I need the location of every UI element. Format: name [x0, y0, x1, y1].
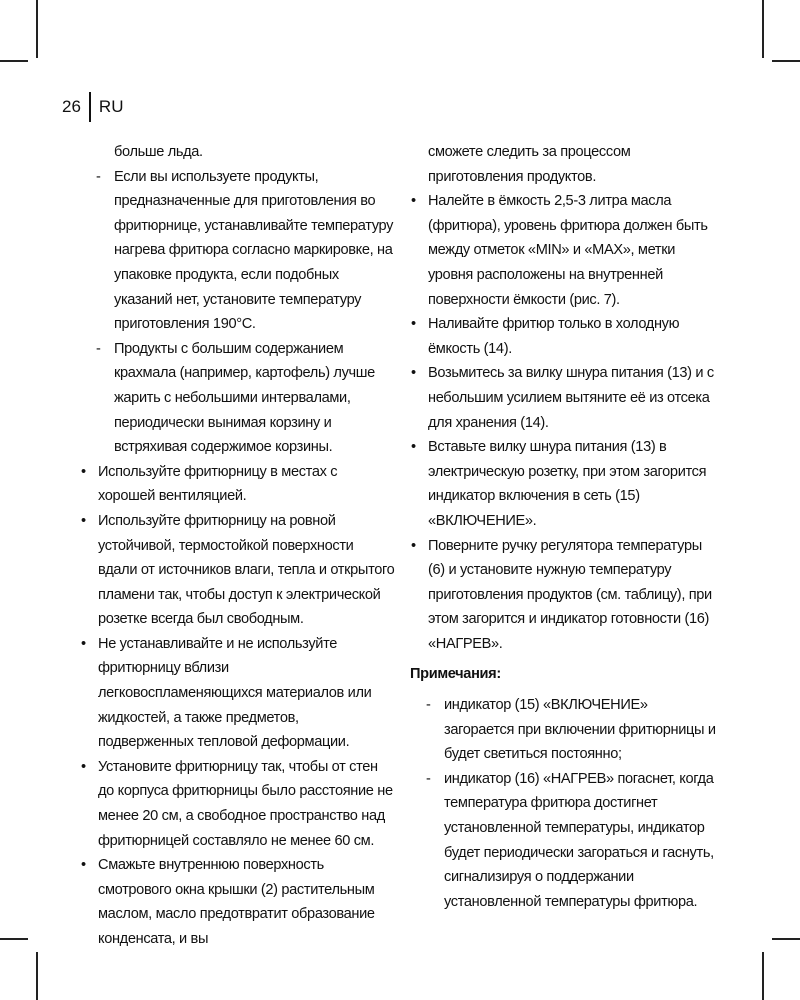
bullet-item: [78, 509, 396, 632]
continued-text: больше льда.: [114, 144, 203, 160]
item-text: Используйте фритюрницу в местах с хорошей вентиляцией.: [98, 463, 338, 505]
bullet-item: [408, 361, 720, 435]
item-text: индикатор (16) «НАГРЕВ» погаснет, когда температура фритюра достигнет установленной температуры, индикатор будет периодически загораться и гаснуть, сигнализируя о поддержании установленной температуры фритюра.: [444, 770, 714, 910]
bullet-marker: •: [81, 857, 86, 874]
crop-mark: [36, 952, 38, 1000]
bullet-marker: •: [81, 635, 86, 652]
item-text: Смажьте внутреннюю поверхность смотрового окна крышки (2) растительным маслом, масло предотвратит образование конденсата, и вы: [98, 857, 375, 947]
dash-item: [78, 337, 396, 460]
item-text: Вставьте вилку шнура питания (13) в электрическую розетку, при этом загорится индикатор включения в сеть (15) «ВКЛЮЧЕНИЕ».: [428, 439, 707, 529]
item-text: Налейте в ёмкость 2,5-3 литра масла (фритюра), уровень фритюра должен быть между отметок «MIN» и «MAX», метки уровня расположены на внутренней поверхности ёмкости (рис. 7).: [428, 193, 708, 308]
bullet-item: [78, 853, 396, 951]
bullet-item: [408, 312, 720, 361]
crop-mark: [0, 60, 28, 62]
dash-marker: -: [426, 770, 431, 787]
bullet-marker: •: [411, 537, 416, 554]
page-number: 26: [62, 97, 81, 116]
bullet-item: [408, 435, 720, 533]
dash-marker: -: [96, 340, 101, 357]
item-text: Поверните ручку регулятора температуры (6) и установите нужную температуру приготовления продуктов (см. таблицу), при этом загорится и индикатор готовности (16) «НАГРЕВ».: [428, 537, 712, 652]
dash-marker: -: [426, 697, 431, 714]
bullet-item: [78, 460, 396, 509]
item-text: Наливайте фритюр только в холодную ёмкость (14).: [428, 316, 680, 357]
crop-mark: [36, 0, 38, 58]
bullet-item: [408, 189, 720, 312]
left-column: [78, 140, 396, 952]
bullet-item: [78, 632, 396, 755]
dash-marker: -: [96, 168, 101, 185]
crop-mark: [762, 952, 764, 1000]
item-text: индикатор (15) «ВКЛЮЧЕНИЕ» загорается при включении фритюрницы и будет светиться постоянно;: [444, 697, 716, 763]
bullet-marker: •: [411, 316, 416, 333]
bullet-marker: •: [411, 439, 416, 456]
header-divider: [89, 92, 91, 122]
bullet-item: [78, 755, 396, 853]
page-header: [62, 92, 123, 122]
item-text: Используйте фритюрницу на ровной устойчивой, термостойкой поверхности вдали от источников влаги, тепла и открытого пламени так, чтобы доступ к электрической розетке всегда был свободным.: [98, 512, 395, 628]
crop-mark: [772, 60, 800, 62]
item-text: Не устанавливайте и не используйте фритюрницу вблизи легковоспламеняющихся материалов или жидкостей, а также предметов, подверженных тепловой деформации.: [98, 635, 372, 751]
item-text: Если вы используете продукты, предназначенные для приготовления во фритюрнице, устанавливайте температуру нагрева фритюра согласно маркировке, на упаковке продукта, если подобных указаний нет, установите температуру приготовления 190°С.: [114, 168, 394, 333]
notes-heading: Примечания:: [410, 666, 501, 683]
bullet-marker: •: [411, 365, 416, 382]
dash-item: [408, 767, 720, 915]
continued-text: сможете следить за процессом приготовления продуктов.: [428, 144, 631, 185]
bullet-item: [408, 534, 720, 657]
item-text: Возьмитесь за вилку шнура питания (13) и с небольшим усилием вытяните её из отсека для хранения (14).: [428, 365, 714, 431]
item-text: Установите фритюрницу так, чтобы от стен до корпуса фритюрницы было расстояние не менее 20 см, а свободное пространство над фритюрницей составляло не менее 60 см.: [98, 758, 393, 849]
bullet-marker: •: [81, 512, 86, 529]
bullet-marker: •: [411, 193, 416, 210]
crop-mark: [762, 0, 764, 58]
dash-item: [408, 693, 720, 767]
language-code: RU: [98, 97, 124, 116]
dash-item: [78, 165, 396, 337]
bullet-marker: •: [81, 758, 86, 775]
crop-mark: [772, 938, 800, 940]
right-column: [408, 140, 720, 914]
crop-mark: [0, 938, 28, 940]
bullet-marker: •: [81, 463, 86, 480]
item-text: Продукты с большим содержанием крахмала (например, картофель) лучше жарить с небольшими интервалами, периодически вынимая корзину и встряхивая содержимое корзины.: [114, 340, 375, 456]
